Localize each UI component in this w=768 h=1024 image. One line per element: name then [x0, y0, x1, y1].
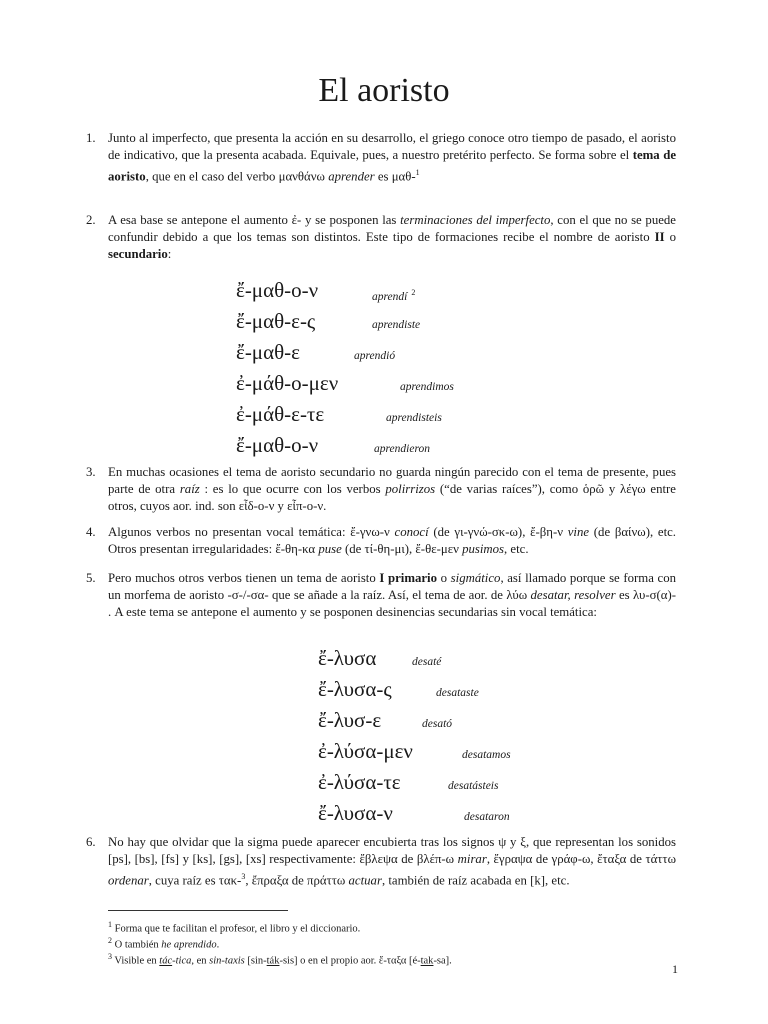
spanish-gloss: aprendieron [374, 443, 431, 455]
item-number: 5. [86, 571, 96, 585]
greek-form: ἐ-μάθ-ο-μεν [236, 371, 339, 395]
item-text: Junto al imperfecto, que presenta la acción en su desarrollo, el griego conoce otro tiempo de pasado, el aoristo de indicativo, que la presenta acabada. Equivale, pues, a nuestro pretérito perfecto. Se forma sobre el tema de aoristo, que en el caso del verbo μανθάνω aprender es μαθ-$^1$ [108, 131, 677, 184]
greek-form: ἔ-λυσα [318, 646, 377, 670]
greek-form: ἐ-λύσα-μεν [318, 739, 413, 763]
spanish-gloss: aprendimos [400, 381, 454, 393]
item-number: 6. [86, 835, 96, 849]
greek-form: ἔ-μαθ-ο-ν [236, 433, 319, 457]
item-number: 2. [86, 213, 96, 227]
item-number: 4. [86, 525, 96, 539]
greek-form: ἔ-μαθ-ο-ν [236, 278, 319, 302]
list-item-3 [86, 464, 676, 516]
greek-form: ἔ-μαθ-ε [236, 340, 300, 364]
greek-form: ἐ-λύσα-τε [318, 770, 401, 794]
spanish-gloss: aprendí $^2$ [372, 288, 416, 303]
spanish-gloss: desató [422, 718, 453, 730]
item-text: Pero muchos otros verbos tienen un tema de aoristo I primario o sigmático, así llamado porque se forma con un morfema de aoristo -σ-/-σα- que se añade a la raíz. Así, el tema de aor. de λύω desatar, resolver es λυ-σ(α)- . A este tema se antepone el aumento y se posponen desinencias secundarias sin vocal temática: [108, 571, 677, 620]
footnote-rule [108, 910, 288, 911]
page-title: El aoristo [318, 72, 450, 109]
spanish-gloss: desataste [436, 687, 479, 699]
footnote-1: $^1$ Forma que te facilitan el profesor, el libro y el diccionario. [108, 920, 361, 935]
page-number: 1 [672, 962, 678, 976]
list-item-1 [86, 130, 677, 186]
item-text: A esa base se antepone el aumento ἐ- y se posponen las terminaciones del imperfecto, con el que no se puede confundir debido a que los temas son distintos. Este tipo de formaciones recibe el nombre de aoristo II o secundario: [108, 213, 676, 262]
list-item-2 [86, 212, 676, 264]
greek-form: ἐ-μάθ-ε-τε [236, 402, 325, 426]
footnote-3: $^3$ Visible en tác-tica, en sin-taxis [sin-ták-sis] o en el propio aor. ἔ-ταξα [é-tak-sa]. [108, 952, 452, 967]
greek-form: ἔ-λυσα-ν [318, 801, 393, 825]
spanish-gloss: aprendisteis [386, 412, 442, 424]
spanish-gloss: desatásteis [448, 780, 499, 792]
spanish-gloss: desatamos [462, 749, 511, 761]
list-item-5 [86, 570, 677, 622]
list-item-4 [86, 524, 677, 558]
spanish-gloss: aprendiste [372, 319, 421, 331]
greek-form: ἔ-μαθ-ε-ς [236, 309, 316, 333]
item-text: Algunos verbos no presentan vocal temática: ἔ-γνω-ν conocí (de γι-γνώ-σκ-ω), ἔ-βη-ν vine (de βαίνω), etc. Otros presentan irregularidades: ἔ-θη-κα puse (de τί-θη-μι), ἔ-θε-μεν pusimos, etc. [108, 525, 677, 557]
item-text: No hay que olvidar que la sigma puede aparecer encubierta tras los signos ψ y ξ, que representan los sonidos [ps], [bs], [fs] y [ks], [gs], [xs] respectivamente: ἔβλεψα de βλέπ-ω mirar, ἔγραψα de γράφ-ω, ἔταξα de τάττω ordenar, cuya raíz es τακ-$^3$, ἔπραξα de πράττω actuar, también de raíz acabada en [k], etc. [108, 835, 676, 888]
spanish-gloss: aprendió [354, 350, 396, 362]
item-text: En muchas ocasiones el tema de aoristo secundario no guarda ningún parecido con el tema de presente, pues parte de otra raíz : es lo que ocurre con los verbos polirrizos (“de varias raíces”), como ὁρῶ y λέγω entre otros, cuyos aor. ind. son εἶδ-ο-ν y εἶπ-ο-ν. [108, 465, 676, 514]
list-item-6 [86, 834, 676, 890]
item-number: 3. [86, 465, 96, 479]
spanish-gloss: desaté [412, 656, 442, 668]
greek-form: ἔ-λυσ-ε [318, 708, 382, 732]
greek-form: ἔ-λυσα-ς [318, 677, 392, 701]
footnote-2: $^2$ O también he aprendido. [108, 936, 220, 951]
footnote-ref: 2 [411, 288, 416, 297]
item-number: 1. [86, 131, 96, 145]
spanish-gloss: desataron [464, 811, 510, 823]
